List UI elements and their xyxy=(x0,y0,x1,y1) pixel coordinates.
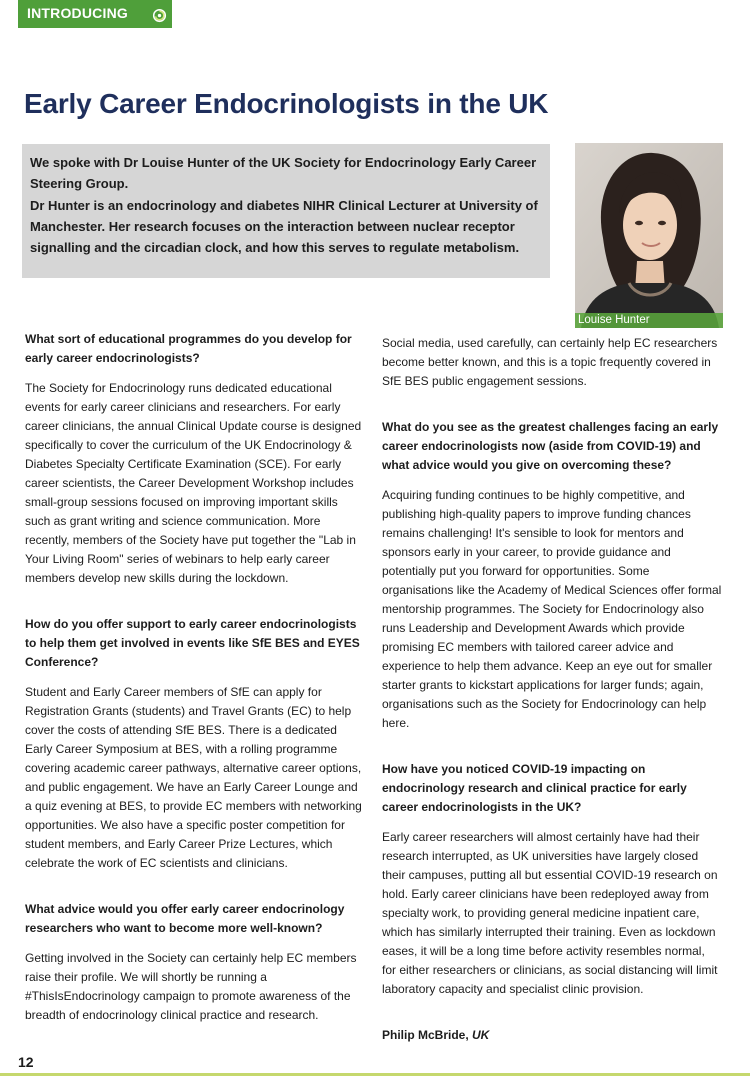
question-heading: What advice would you offer early career endocrinology researchers who want to become more well-known? xyxy=(25,902,345,935)
portrait-illustration xyxy=(575,143,723,328)
page-number: 12 xyxy=(18,1054,34,1070)
answer-paragraph: The Society for Endocrinology runs dedicated educational events for early career clinicians and researchers. For early career clinicians, the annual Clinical Update course is designed specifically to cover the curriculum of the UK Endocrinology & Diabetes Specialty Certificate Examination (SCE). For early career scientists, the Career Development Workshop includes small-group sessions focused on improving important skills such as grant writing and science communication. More recently, members of the Society have put together the "Lab in Your Living Room" series of webinars to help early career members develop new skills during the lockdown. xyxy=(25,381,362,585)
intro-line-1: We spoke with Dr Louise Hunter of the UK Society for Endocrinology Early Career Steering Group. xyxy=(30,155,537,192)
intro-box xyxy=(22,144,550,278)
author-signature xyxy=(382,1026,722,1045)
answer-paragraph: Student and Early Career members of SfE can apply for Registration Grants (students) and Travel Grants (EC) to help cover the costs of attending SfE BES. There is a dedicated Early Career Symposium at BES, with a rolling programme covering academic career pathways, alternative career options, and public engagement. We have an Early Career Lounge and a quiz evening at BES, to provide EC members with networking opportunities. We also have a specific poster competition for student members, and Early Career Prize Lectures, which celebrate the work of EC scientists and clinicians. xyxy=(25,685,362,870)
swirl-logo-icon xyxy=(152,8,167,23)
section-tab xyxy=(18,0,172,28)
question-heading: What sort of educational programmes do you develop for early career endocrinologists? xyxy=(25,332,352,365)
article-title: Early Career Endocrinologists in the UK xyxy=(24,88,549,119)
answer-paragraph: Acquiring funding continues to be highly competitive, and publishing high-quality papers to improve funding chances remains challenging! It's sensible to look for mentors and sponsors early in your career, to provide guidance and potentially put you forward for opportunities. Some organisations like the Academy of Medical Sciences offer formal mentorship programmes. The Society for Endocrinology also runs Leadership and Development Awards which provide promising EC members with tailored career advice and experience to help them advance. Keep an eye out for smaller starter grants to kickstart applications for larger funds; again, organisations such as the Society for Endocrinology can help here. xyxy=(382,488,722,730)
answer-paragraph: Early career researchers will almost certainly have had their research interrupted, as UK universities have largely closed their campuses, putting all but essential COVID-19 research on hold. Early career clinicians have been redeployed away from specialty work, to providing general medicine inpatient care, which has similarly interrupted their training. Even as lockdown eases, it will be a long time before activity resembles normal, for either researchers or clinicians, as social distancing will limit laboratory capacity and specialist clinic provision. xyxy=(382,830,718,996)
footer-rule xyxy=(0,1073,750,1076)
author-location: UK xyxy=(472,1028,490,1042)
section-tab-label: INTRODUCING xyxy=(27,5,128,21)
author-name: Philip McBride, xyxy=(382,1028,473,1042)
answer-paragraph: Getting involved in the Society can certainly help EC members raise their profile. We will shortly be running a #ThisIsEndocrinology campaign to promote awareness of the breadth of endocrinology clinical practice and research. xyxy=(25,951,357,1022)
question-heading: What do you see as the greatest challenges facing an early career endocrinologists now (aside from COVID-19) and what advice would you give on overcoming these? xyxy=(382,420,719,472)
answer-paragraph-continued: Social media, used carefully, can certainly help EC researchers become better known, and this is a topic frequently covered in SfE BES public engagement sessions. xyxy=(382,336,718,388)
right-column xyxy=(382,334,722,1072)
question-heading: How have you noticed COVID-19 impacting on endocrinology research and clinical practice for early career endocrinologists in the UK? xyxy=(382,762,687,814)
intro-line-2: Dr Hunter is an endocrinology and diabetes NIHR Clinical Lecturer at University of Manchester. Her research focuses on the interaction between nuclear receptor signalling and the circadian clock, and how this serves to regulate metabolism. xyxy=(30,197,538,256)
portrait-photo xyxy=(575,143,723,328)
photo-caption: Louise Hunter xyxy=(575,313,723,328)
left-column xyxy=(25,330,362,1052)
question-heading: How do you offer support to early career endocrinologists to help them get involved in events like SfE BES and EYES Conference? xyxy=(25,617,360,669)
